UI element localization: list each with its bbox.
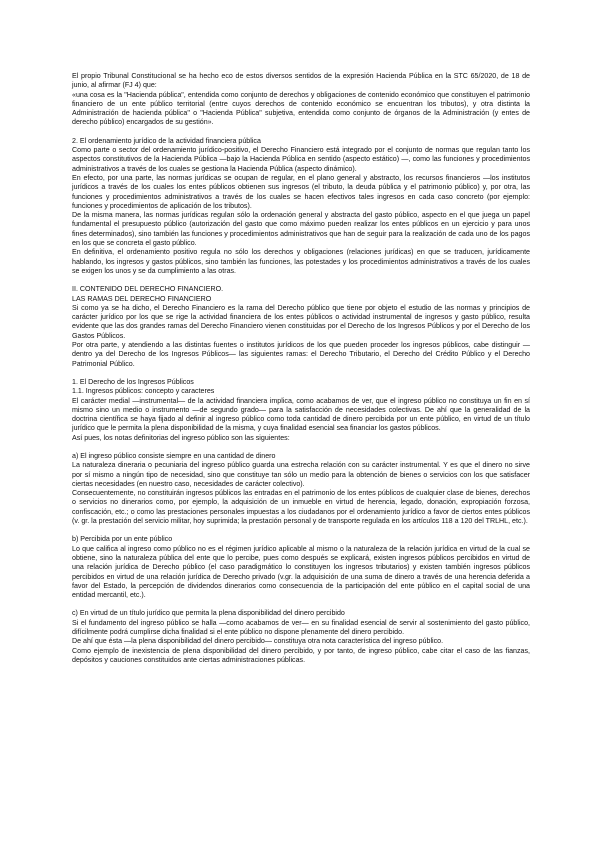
section-1-paragraph: El carácter medial —instrumental— de la actividad financiera implica, como acabamos de ver, que el ingreso público no constituya un fin en sí mismo sino un medio o instrumento —de segundo grado— para la satisfacción de necesidades colectivas. De ahí que la generalidad de la doctrina científica se haya fijado al definir al ingreso público como toda cantidad de dinero percibida por un ente público, en virtud de un título jurídico que le permita la plena disponibilidad de la misma, y cuya finalidad esencial sea financiar los gastos públicos. <box>72 396 530 433</box>
section-1-paragraph: Así pues, los notas definitorias del ingreso público son las siguientes: <box>72 433 290 442</box>
section-a-heading: a) El ingreso público consiste siempre en una cantidad de dinero <box>72 451 276 460</box>
section-2-paragraph: Como parte o sector del ordenamiento jurídico-positivo, el Derecho Financiero está integrado por el conjunto de normas que regulan tanto los aspectos constitutivos de la Hacienda Pública —bajo la Hacienda Pública en sentido (aspecto estático) —, como las funciones y procedimientos administrativos a través de los cuales se gestiona la Hacienda Pública (aspecto dinámico). <box>72 146 530 173</box>
section-2-heading: 2. El ordenamiento jurídico de la actividad financiera pública <box>72 136 261 145</box>
section-c-paragraph: Si el fundamento del ingreso público se halla —como acabamos de ver— en su finalidad esencial de servir al sostenimiento del gasto público, difícilmente podrá cumplirse dicha finalidad si el ente público no dispone plenamente del dinero percibido. <box>72 618 530 637</box>
section-b-paragraph: Lo que califica al ingreso como público no es el régimen jurídico aplicable al mismo o la naturaleza de la relación jurídica en virtud de la cual se obtiene, sino la naturaleza pública del ente que lo percibe, pues como después se explicará, existen ingresos públicos percibidos en virtud de una relación jurídica de Derecho público (el caso paradigmático lo constituyen los ingresos tributarios) y existen también ingresos públicos percibidos en virtud de una relación jurídica de Derecho privado (v.gr. la adquisición de una suma de dinero a través de una herencia deferida a favor del Estado, la percepción de dividendos dinerarios como consecuencia de la participación del ente público en el capital social de una entidad mercantil, etc.). <box>72 544 530 600</box>
section-ii-paragraph: Por otra parte, y atendiendo a las distintas fuentes o institutos jurídicos de los que pueden proceder los ingresos públicos, cabe distinguir —dentro ya del Derecho de los Ingresos Públicos— las siguientes ramas: el Derecho Tributario, el Derecho del Crédito Público y el Derecho Patrimonial Público. <box>72 341 530 368</box>
section-c-paragraph: Como ejemplo de inexistencia de plena disponibilidad del dinero percibido, y por tanto, de ingreso público, cabe citar el caso de las fianzas, depósitos y cauciones constituidos ante ciertas administraciones públicas. <box>72 646 530 664</box>
section-ii-paragraph: Si como ya se ha dicho, el Derecho Financiero es la rama del Derecho público que tiene por objeto el estudio de las normas y principios de carácter jurídico por los que se rige la actividad financiera de los entes públicos o actividad instrumental de ingresos y gasto público, resulta evidente que las dos grandes ramas del Derecho Financiero vienen constituidas por el Derecho de los Ingresos Públicos y por el Derecho de los Gastos Públicos. <box>72 303 530 340</box>
section-1-heading: 1. El Derecho de los Ingresos Públicos <box>72 377 194 386</box>
section-1-subheading: 1.1. Ingresos públicos: concepto y caracteres <box>72 387 215 396</box>
quote-paragraph: «una cosa es la "Hacienda pública", entendida como conjunto de derechos y obligaciones de contenido económico que constituyen el patrimonio financiero de un ente público territorial (entre cuyos derechos de contenido económico se encuentran los tributos), y otra distinta la Administración de hacienda pública" o "Hacienda Pública" subjetiva, entendida como conjunto de órganos de la Administración (y entes de derecho público) encargados de su gestión». <box>72 90 530 127</box>
section-2-paragraph: De la misma manera, las normas jurídicas regulan sólo la ordenación general y abstracta del gasto público, aspecto en el que juega un papel fundamental el presupuesto público (autorización del gasto que como máximo pueden realizar los entes públicos en un ejercicio y para unos fines determinados), sino también las funciones y procedimientos administrativos que han de seguir para la realización de cada uno de los pagos en los que se concreta el gasto público. <box>72 211 530 248</box>
section-a-paragraph: La naturaleza dineraria o pecuniaria del ingreso público guarda una estrecha relación con su carácter instrumental. Y es que el dinero no sirve por sí mismo a ningún tipo de necesidad, sino que constituye tan sólo un medio para la obtención de bienes o servicios con los que satisfacer ciertas necesidades (en nuestro caso, necesidades de carácter colectivo). <box>72 461 530 488</box>
section-2-paragraph: En definitiva, el ordenamiento positivo regula no sólo los derechos y obligaciones (relaciones jurídicas) en que se traducen, jurídicamente hablando, los ingresos y gastos públicos, sino también las funciones, las potestades y los procedimientos administrativos a través de los cuales se exigen los unos y se da cumplimiento a las otras. <box>72 248 530 275</box>
section-c-paragraph: De ahí que ésta —la plena disponibilidad del dinero percibido— constituya otra nota característica del ingreso público. <box>72 637 444 646</box>
section-ii-subheading: LAS RAMAS DEL DERECHO FINANCIERO <box>72 294 212 303</box>
section-ii-heading: II. CONTENIDO DEL DERECHO FINANCIERO. <box>72 285 224 294</box>
section-c-heading: c) En virtud de un título jurídico que permita la plena disponibilidad del dinero percibido <box>72 609 345 618</box>
section-2-paragraph: En efecto, por una parte, las normas jurídicas se ocupan de regular, en el plano general y abstracto, los recursos financieros —los institutos jurídicos a través de los cuales los entes públicos obtienen sus ingresos (el tributo, la deuda pública y el patrimonio público) y, por otra, las funciones y procedimientos administrativos a través de los cuales se hacen efectivos tales ingresos en cada caso concreto (por ejemplo: funciones y procedimientos de aplicación de los tributos). <box>72 173 530 210</box>
section-b-heading: b) Percibida por un ente público <box>72 535 173 544</box>
intro-paragraph: El propio Tribunal Constitucional se ha hecho eco de estos diversos sentidos de la expresión Hacienda Pública en la STC 65/2020, de 18 de junio, al afirmar (FJ 4) que: <box>72 72 530 90</box>
section-a-paragraph: Consecuentemente, no constituirán ingresos públicos las entradas en el patrimonio de los entes públicos de cualquier clase de bienes, derechos o servicios no dinerarios como, por ejemplo, la adquisición de un inmueble en virtud de herencia, legado, donación, expropiación forzosa, confiscación, etc.; o como las prestaciones personales impuestas a los ciudadanos por el ordenamiento jurídico a favor de ciertos entes públicos (v. gr. la prestación del servicio militar, hoy suprimida; la prestación personal y de transporte regulada en los artículos 118 a 120 del TRLHL, etc.). <box>72 489 530 526</box>
